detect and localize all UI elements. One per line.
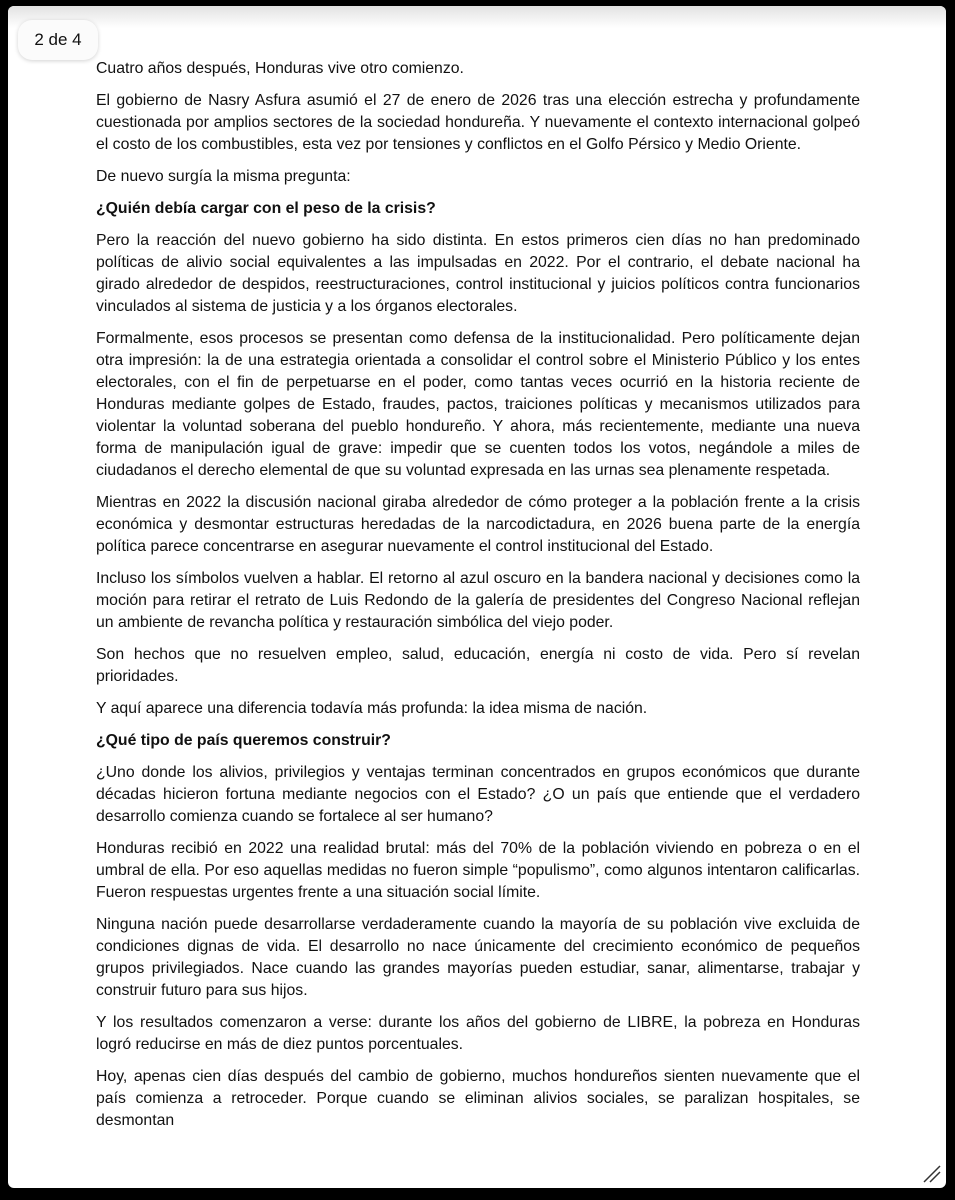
- paragraph: Honduras recibió en 2022 una realidad brutal: más del 70% de la población viviendo en pobreza o en el umbral de ella. Por eso aquellas medidas no fueron simple “populismo”, como algunos intentaron calificarlas. Fueron respuestas urgentes frente a una situación social límite.: [96, 840, 860, 901]
- document-page[interactable]: [8, 6, 946, 1188]
- paragraph: Y aquí aparece una diferencia todavía más profunda: la idea misma de nación.: [96, 700, 648, 717]
- paragraph: Hoy, apenas cien días después del cambio de gobierno, muchos hondureños sienten nuevamente que el país comienza a retroceder. Porque cuando se eliminan alivios sociales, se paralizan hospitales, se desmontan: [96, 1068, 860, 1129]
- page-curl-icon: [920, 1162, 942, 1184]
- paragraph: Y los resultados comenzaron a verse: durante los años del gobierno de LIBRE, la pobreza en Honduras logró reducirse en más de diez puntos porcentuales.: [96, 1014, 860, 1053]
- document-body: [96, 58, 860, 1142]
- paragraph: Mientras en 2022 la discusión nacional giraba alrededor de cómo proteger a la población frente a la crisis económica y desmontar estructuras heredadas de la narcodictadura, en 2026 buena parte de la energía política parece concentrarse en asegurar nuevamente el control institucional del Estado.: [96, 494, 860, 555]
- section-question: ¿Quién debía cargar con el peso de la crisis?: [96, 200, 436, 217]
- paragraph: ¿Uno donde los alivios, privilegios y ventajas terminan concentrados en grupos económicos que durante décadas hicieron fortuna mediante negocios con el Estado? ¿O un país que entiende que el verdadero desarrollo comienza cuando se fortalece al ser humano?: [96, 764, 860, 825]
- paragraph: Cuatro años después, Honduras vive otro comienzo.: [96, 60, 464, 77]
- paragraph: Ninguna nación puede desarrollarse verdaderamente cuando la mayoría de su población vive excluida de condiciones dignas de vida. El desarrollo no nace únicamente del crecimiento económico de pequeños grupos privilegiados. Nace cuando las grandes mayorías pueden estudiar, sanar, alimentarse, trabajar y construir futuro para sus hijos.: [96, 916, 860, 999]
- page-indicator: 2 de 4: [18, 20, 98, 60]
- paragraph: Son hechos que no resuelven empleo, salud, educación, energía ni costo de vida. Pero sí revelan prioridades.: [96, 646, 860, 685]
- paragraph: El gobierno de Nasry Asfura asumió el 27 de enero de 2026 tras una elección estrecha y profundamente cuestionada por amplios sectores de la sociedad hondureña. Y nuevamente el contexto internacional golpeó el costo de los combustibles, esta vez por tensiones y conflictos en el Golfo Pérsico y Medio Oriente.: [96, 92, 860, 153]
- paragraph: Pero la reacción del nuevo gobierno ha sido distinta. En estos primeros cien días no han predominado políticas de alivio social equivalentes a las impulsadas en 2022. Por el contrario, el debate nacional ha girado alrededor de despidos, reestructuraciones, control institucional y juicios políticos contra funcionarios vinculados al sistema de justicia y a los órganos electorales.: [96, 232, 860, 315]
- paragraph: Formalmente, esos procesos se presentan como defensa de la institucionalidad. Pero políticamente dejan otra impresión: la de una estrategia orientada a consolidar el control sobre el Ministerio Público y los entes electorales, con el fin de perpetuarse en el poder, como tantas veces ocurrió en la historia reciente de Honduras mediante golpes de Estado, fraudes, pactos, traiciones políticas y mecanismos utilizados para violentar la voluntad soberana del pueblo hondureño. Y ahora, más recientemente, mediante una nueva forma de manipulación igual de grave: impedir que se cuenten todos los votos, negándole a miles de ciudadanos el derecho elemental de que su voluntad expresada en las urnas sea plenamente respetada.: [96, 330, 860, 479]
- paragraph: De nuevo surgía la misma pregunta:: [96, 168, 351, 185]
- page-top-shade: [8, 6, 946, 28]
- paragraph: Incluso los símbolos vuelven a hablar. El retorno al azul oscuro en la bandera nacional y decisiones como la moción para retirar el retrato de Luis Redondo de la galería de presidentes del Congreso Nacional reflejan un ambiente de revancha política y restauración simbólica del viejo poder.: [96, 570, 860, 631]
- section-question: ¿Qué tipo de país queremos construir?: [96, 732, 391, 749]
